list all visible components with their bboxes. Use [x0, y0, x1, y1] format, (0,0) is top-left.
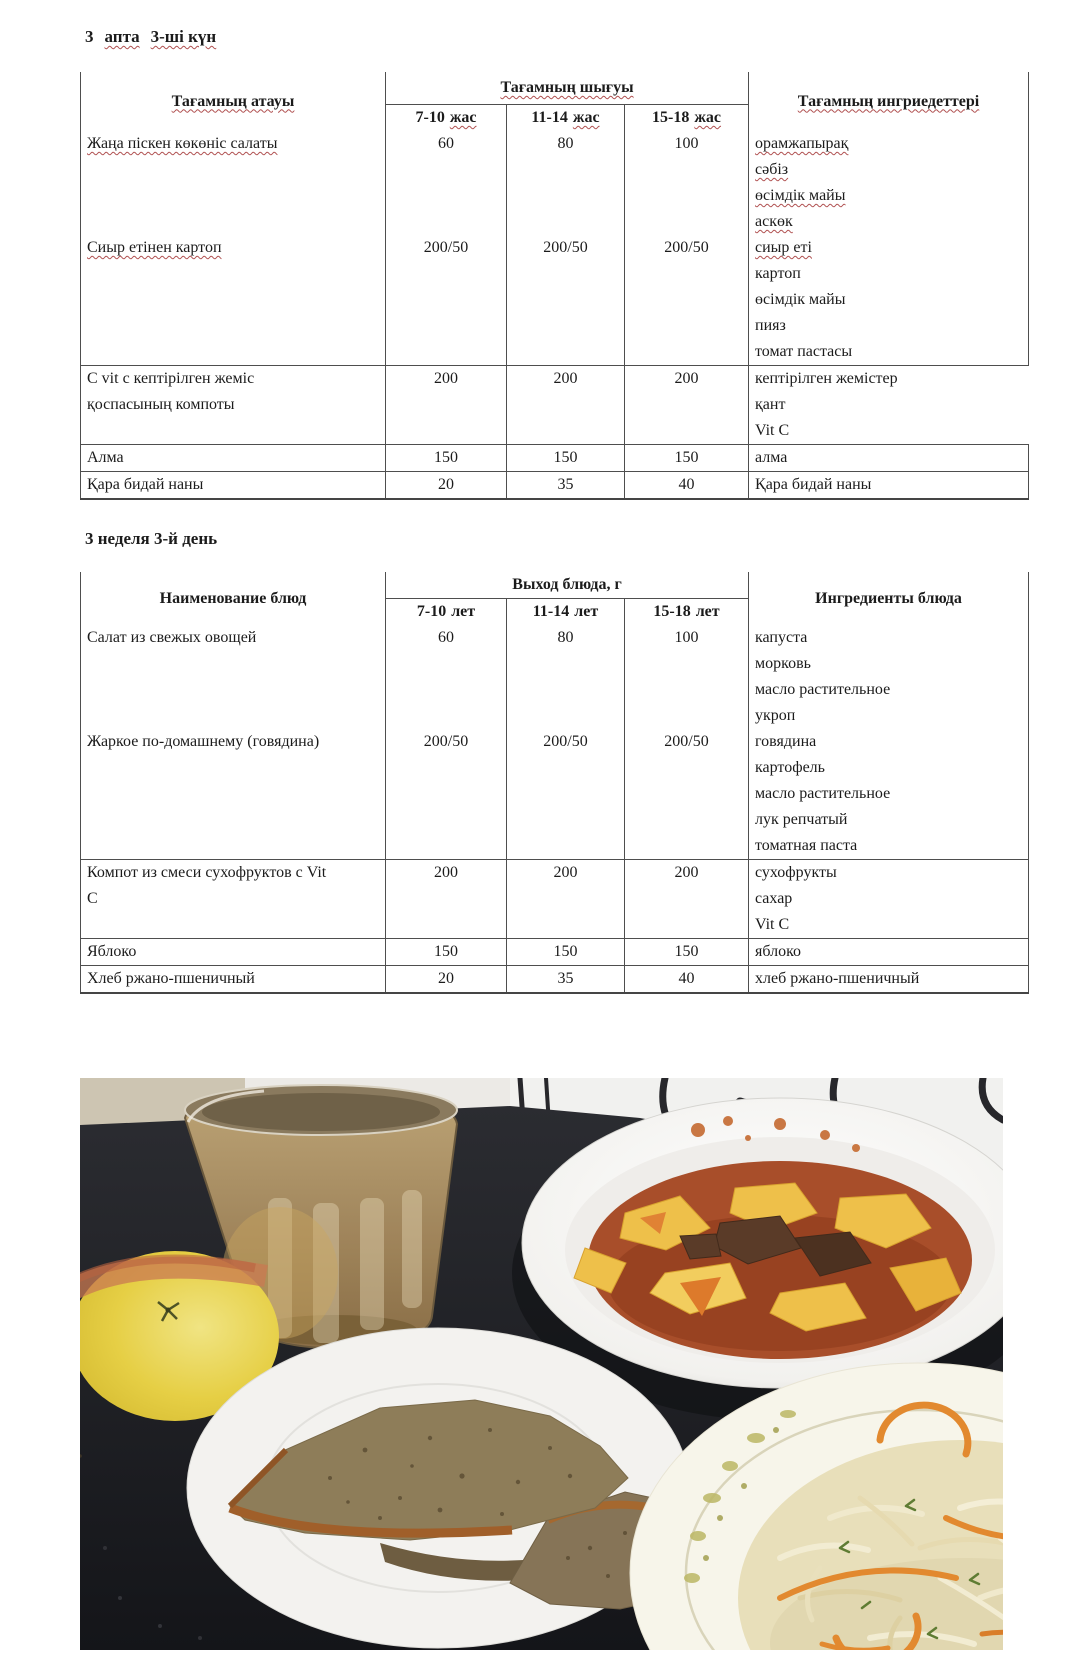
ru-col-ingredients: Ингредиенты блюда: [749, 572, 1029, 625]
portion-cell: 20: [386, 472, 507, 500]
kk-age-header-0: 7-10 жас: [386, 105, 507, 132]
portion-cell: 60: [386, 131, 507, 235]
portion-cell: 200: [625, 366, 749, 445]
dish-name-cell: Сиыр етінен картоп: [81, 235, 386, 366]
kk-title-number: 3: [85, 27, 94, 46]
ingredient-cell: говядина: [749, 729, 1029, 755]
kk-col-dish-name: Тағамның атауы: [81, 72, 386, 131]
ru-title: 3 неделя 3-й день: [85, 529, 218, 548]
dish-name-cell: Хлеб ржано-пшеничный: [81, 966, 386, 994]
ingredient-cell: өсімдік майы: [749, 183, 1029, 209]
ingredient-cell: пияз: [749, 313, 1029, 339]
ingredient-cell: капуста: [749, 625, 1029, 651]
portion-cell: 40: [625, 966, 749, 994]
ingredient-cell: томат пастасы: [749, 339, 1029, 366]
ingredient-cell: Vit C: [749, 418, 1029, 445]
meal-photo: [80, 1078, 1003, 1650]
ingredient-cell: сухофрукты: [749, 860, 1029, 887]
ingredient-cell: сиыр еті: [749, 235, 1029, 261]
portion-cell: 200/50: [625, 729, 749, 860]
portion-cell: 150: [507, 939, 625, 966]
portion-cell: 80: [507, 625, 625, 729]
table-row: [81, 235, 1029, 261]
kk-age-header-2: 15-18 жас: [625, 105, 749, 132]
ingredient-cell: өсімдік майы: [749, 287, 1029, 313]
dish-name-cell: Жаңа піскен көкөніс салаты: [81, 131, 386, 235]
ingredient-cell: яблоко: [749, 939, 1029, 966]
table-row: [81, 445, 1029, 472]
dish-name-cell: Алма: [81, 445, 386, 472]
kk-age-header-1: 11-14 жас: [507, 105, 625, 132]
ru-menu-table: [80, 572, 1029, 994]
ru-age-header-1: 11-14 лет: [507, 599, 625, 626]
ingredient-cell: кептірілген жемістер: [749, 366, 1029, 393]
portion-cell: 150: [625, 939, 749, 966]
portion-cell: 200/50: [507, 235, 625, 366]
kk-col-ingredients: Тағамның ингриедеттері: [749, 72, 1029, 131]
portion-cell: 200/50: [507, 729, 625, 860]
portion-cell: 60: [386, 625, 507, 729]
kk-title-word1: апта: [104, 27, 140, 46]
ru-col-output: Выход блюда, г: [386, 572, 749, 599]
dish-name-cell: С vit с кептірілген жеміс қоспасының компоты: [81, 366, 386, 445]
dish-name-cell: Компот из смеси сухофруктов с Vit C: [81, 860, 386, 939]
ingredient-cell: Қара бидай наны: [749, 472, 1029, 500]
portion-cell: 150: [386, 939, 507, 966]
table-row: [81, 625, 1029, 651]
kk-title: [85, 27, 227, 47]
portion-cell: 200: [507, 860, 625, 939]
portion-cell: 200/50: [386, 729, 507, 860]
portion-cell: 200: [507, 366, 625, 445]
ru-age-header-0: 7-10 лет: [386, 599, 507, 626]
ingredient-cell: масло растительное: [749, 677, 1029, 703]
kk-title-word2: 3-ші күн: [150, 27, 217, 46]
portion-cell: 20: [386, 966, 507, 994]
portion-cell: 100: [625, 625, 749, 729]
portion-cell: 35: [507, 472, 625, 500]
table-row: [81, 966, 1029, 994]
table-row: [81, 366, 1029, 393]
ingredient-cell: хлеб ржано-пшеничный: [749, 966, 1029, 994]
table-row: [81, 860, 1029, 887]
kk-menu-table: [80, 72, 1029, 500]
portion-cell: 150: [507, 445, 625, 472]
ingredient-cell: томатная паста: [749, 833, 1029, 860]
table-row: [81, 939, 1029, 966]
dish-name-cell: Салат из свежых овощей: [81, 625, 386, 729]
ingredient-cell: орамжапырақ: [749, 131, 1029, 157]
ingredient-cell: сахар: [749, 886, 1029, 912]
portion-cell: 80: [507, 131, 625, 235]
table-row: [81, 729, 1029, 755]
kk-col-output: Тағамның шығуы: [386, 72, 749, 105]
ingredient-cell: укроп: [749, 703, 1029, 729]
portion-cell: 200/50: [386, 235, 507, 366]
ingredient-cell: масло растительное: [749, 781, 1029, 807]
dish-name-cell: Қара бидай наны: [81, 472, 386, 500]
ingredient-cell: Vit C: [749, 912, 1029, 939]
portion-cell: 40: [625, 472, 749, 500]
portion-cell: 35: [507, 966, 625, 994]
portion-cell: 100: [625, 131, 749, 235]
portion-cell: 200/50: [625, 235, 749, 366]
ingredient-cell: картоп: [749, 261, 1029, 287]
portion-cell: 150: [625, 445, 749, 472]
table-row: [81, 472, 1029, 500]
ingredient-cell: сәбіз: [749, 157, 1029, 183]
ingredient-cell: морковь: [749, 651, 1029, 677]
portion-cell: 150: [386, 445, 507, 472]
ingredient-cell: лук репчатый: [749, 807, 1029, 833]
dish-name-cell: Жаркое по-домашнему (говядина): [81, 729, 386, 860]
table-row: [81, 131, 1029, 157]
dish-name-cell: Яблоко: [81, 939, 386, 966]
portion-cell: 200: [625, 860, 749, 939]
ru-age-header-2: 15-18 лет: [625, 599, 749, 626]
ingredient-cell: алма: [749, 445, 1029, 472]
portion-cell: 200: [386, 366, 507, 445]
portion-cell: 200: [386, 860, 507, 939]
ingredient-cell: аскөк: [749, 209, 1029, 235]
ingredient-cell: қант: [749, 392, 1029, 418]
ingredient-cell: картофель: [749, 755, 1029, 781]
ru-col-dish-name: Наименование блюд: [81, 572, 386, 625]
